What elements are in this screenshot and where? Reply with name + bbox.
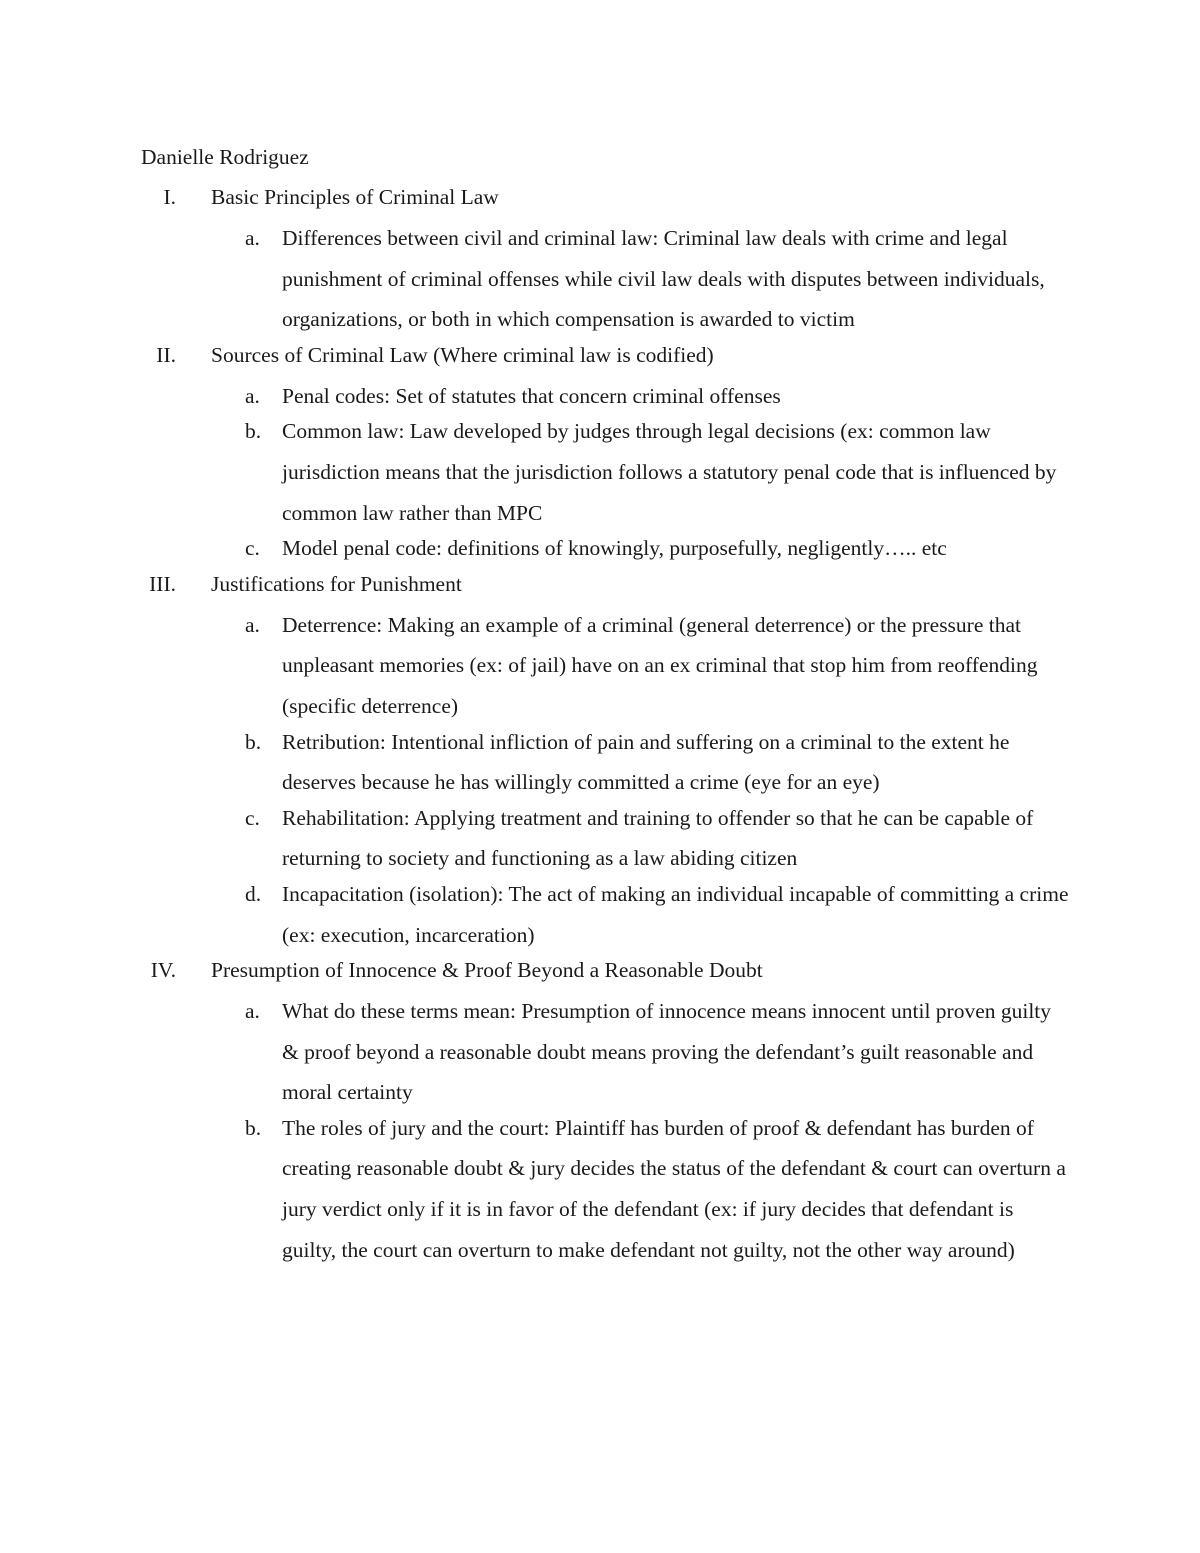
- section-heading: [0, 569, 1200, 610]
- item-text: Deterrence: Making an example of a criminal (general deterrence) or the pressure that unpleasant memories (ex: of jail) have on an ex criminal that stop him from reoffending (specific deterrence): [282, 612, 1038, 718]
- section-title: Sources of Criminal Law (Where criminal law is codified): [211, 342, 714, 367]
- section-title: Presumption of Innocence & Proof Beyond a Reasonable Doubt: [211, 958, 763, 983]
- section-title: Basic Principles of Criminal Law: [211, 185, 499, 209]
- outline-item: [0, 411, 1072, 533]
- item-letter: b.: [245, 419, 262, 444]
- item-text: What do these terms mean: Presumption of innocence means innocent until proven guilty & proof beyond a reasonable doubt means proving the defendant’s guilt reasonable and moral certainty: [282, 999, 1052, 1105]
- outline-section: [0, 340, 1200, 569]
- outline-item: [0, 528, 1072, 569]
- author-name: Danielle Rodriguez: [141, 145, 309, 169]
- item-letter: a.: [245, 383, 260, 408]
- outline-section: [0, 182, 1200, 340]
- outline-item: [0, 991, 1072, 1113]
- item-text: Penal codes: Set of statutes that concern criminal offenses: [282, 383, 781, 408]
- item-letter: d.: [245, 881, 262, 906]
- outline-section: [0, 569, 1200, 955]
- section-number: III.: [149, 571, 176, 596]
- section-number: II.: [156, 342, 176, 367]
- item-text: Differences between civil and criminal law: Criminal law deals with crime and legal punishment of criminal offenses while civil law deals with disputes between individuals, organizations, or both in which compensation is awarded to victim: [282, 226, 1045, 332]
- outline-item: [0, 722, 1072, 803]
- outline-item: [0, 874, 1072, 955]
- outline-section: [0, 955, 1200, 1270]
- outline-list: [0, 182, 1200, 1270]
- item-text: Common law: Law developed by judges through legal decisions (ex: common law jurisdiction means that the jurisdiction follows a statutory penal code that is influenced by common law rather than MPC: [282, 419, 1057, 525]
- item-letter: b.: [245, 729, 262, 754]
- section-heading: [0, 182, 1200, 223]
- outline-item: [0, 218, 1072, 340]
- item-text: Rehabilitation: Applying treatment and training to offender so that he can be capable of returning to society and functioning as a law abiding citizen: [282, 805, 1034, 871]
- outline-item: [0, 376, 1072, 417]
- item-letter: c.: [245, 805, 260, 830]
- section-heading: [0, 955, 1200, 996]
- outline-item: [0, 1108, 1072, 1270]
- item-letter: a.: [245, 612, 260, 637]
- item-letter: c.: [245, 536, 260, 561]
- item-text: Retribution: Intentional infliction of pain and suffering on a criminal to the extent he deserves because he has willingly committed a crime (eye for an eye): [282, 729, 1010, 795]
- item-letter: a.: [245, 999, 260, 1024]
- section-title: Justifications for Punishment: [211, 571, 462, 596]
- section-heading: [0, 340, 1200, 381]
- outline-item: [0, 605, 1072, 727]
- item-text: The roles of jury and the court: Plaintiff has burden of proof & defendant has burden of creating reasonable doubt & jury decides the status of the defendant & court can overturn a jury verdict only if it is in favor of the defendant (ex: if jury decides that defendant is guilty, the court can overturn to make defendant not guilty, not the other way around): [282, 1115, 1066, 1262]
- item-text: Model penal code: definitions of knowingly, purposefully, negligently….. etc: [282, 536, 947, 561]
- section-number: I.: [163, 185, 176, 209]
- item-letter: b.: [245, 1115, 262, 1140]
- section-number: IV.: [150, 958, 176, 983]
- outline-item: [0, 798, 1072, 879]
- item-text: Incapacitation (isolation): The act of making an individual incapable of committing a crime (ex: execution, incarceration): [282, 881, 1069, 947]
- item-letter: a.: [245, 226, 260, 250]
